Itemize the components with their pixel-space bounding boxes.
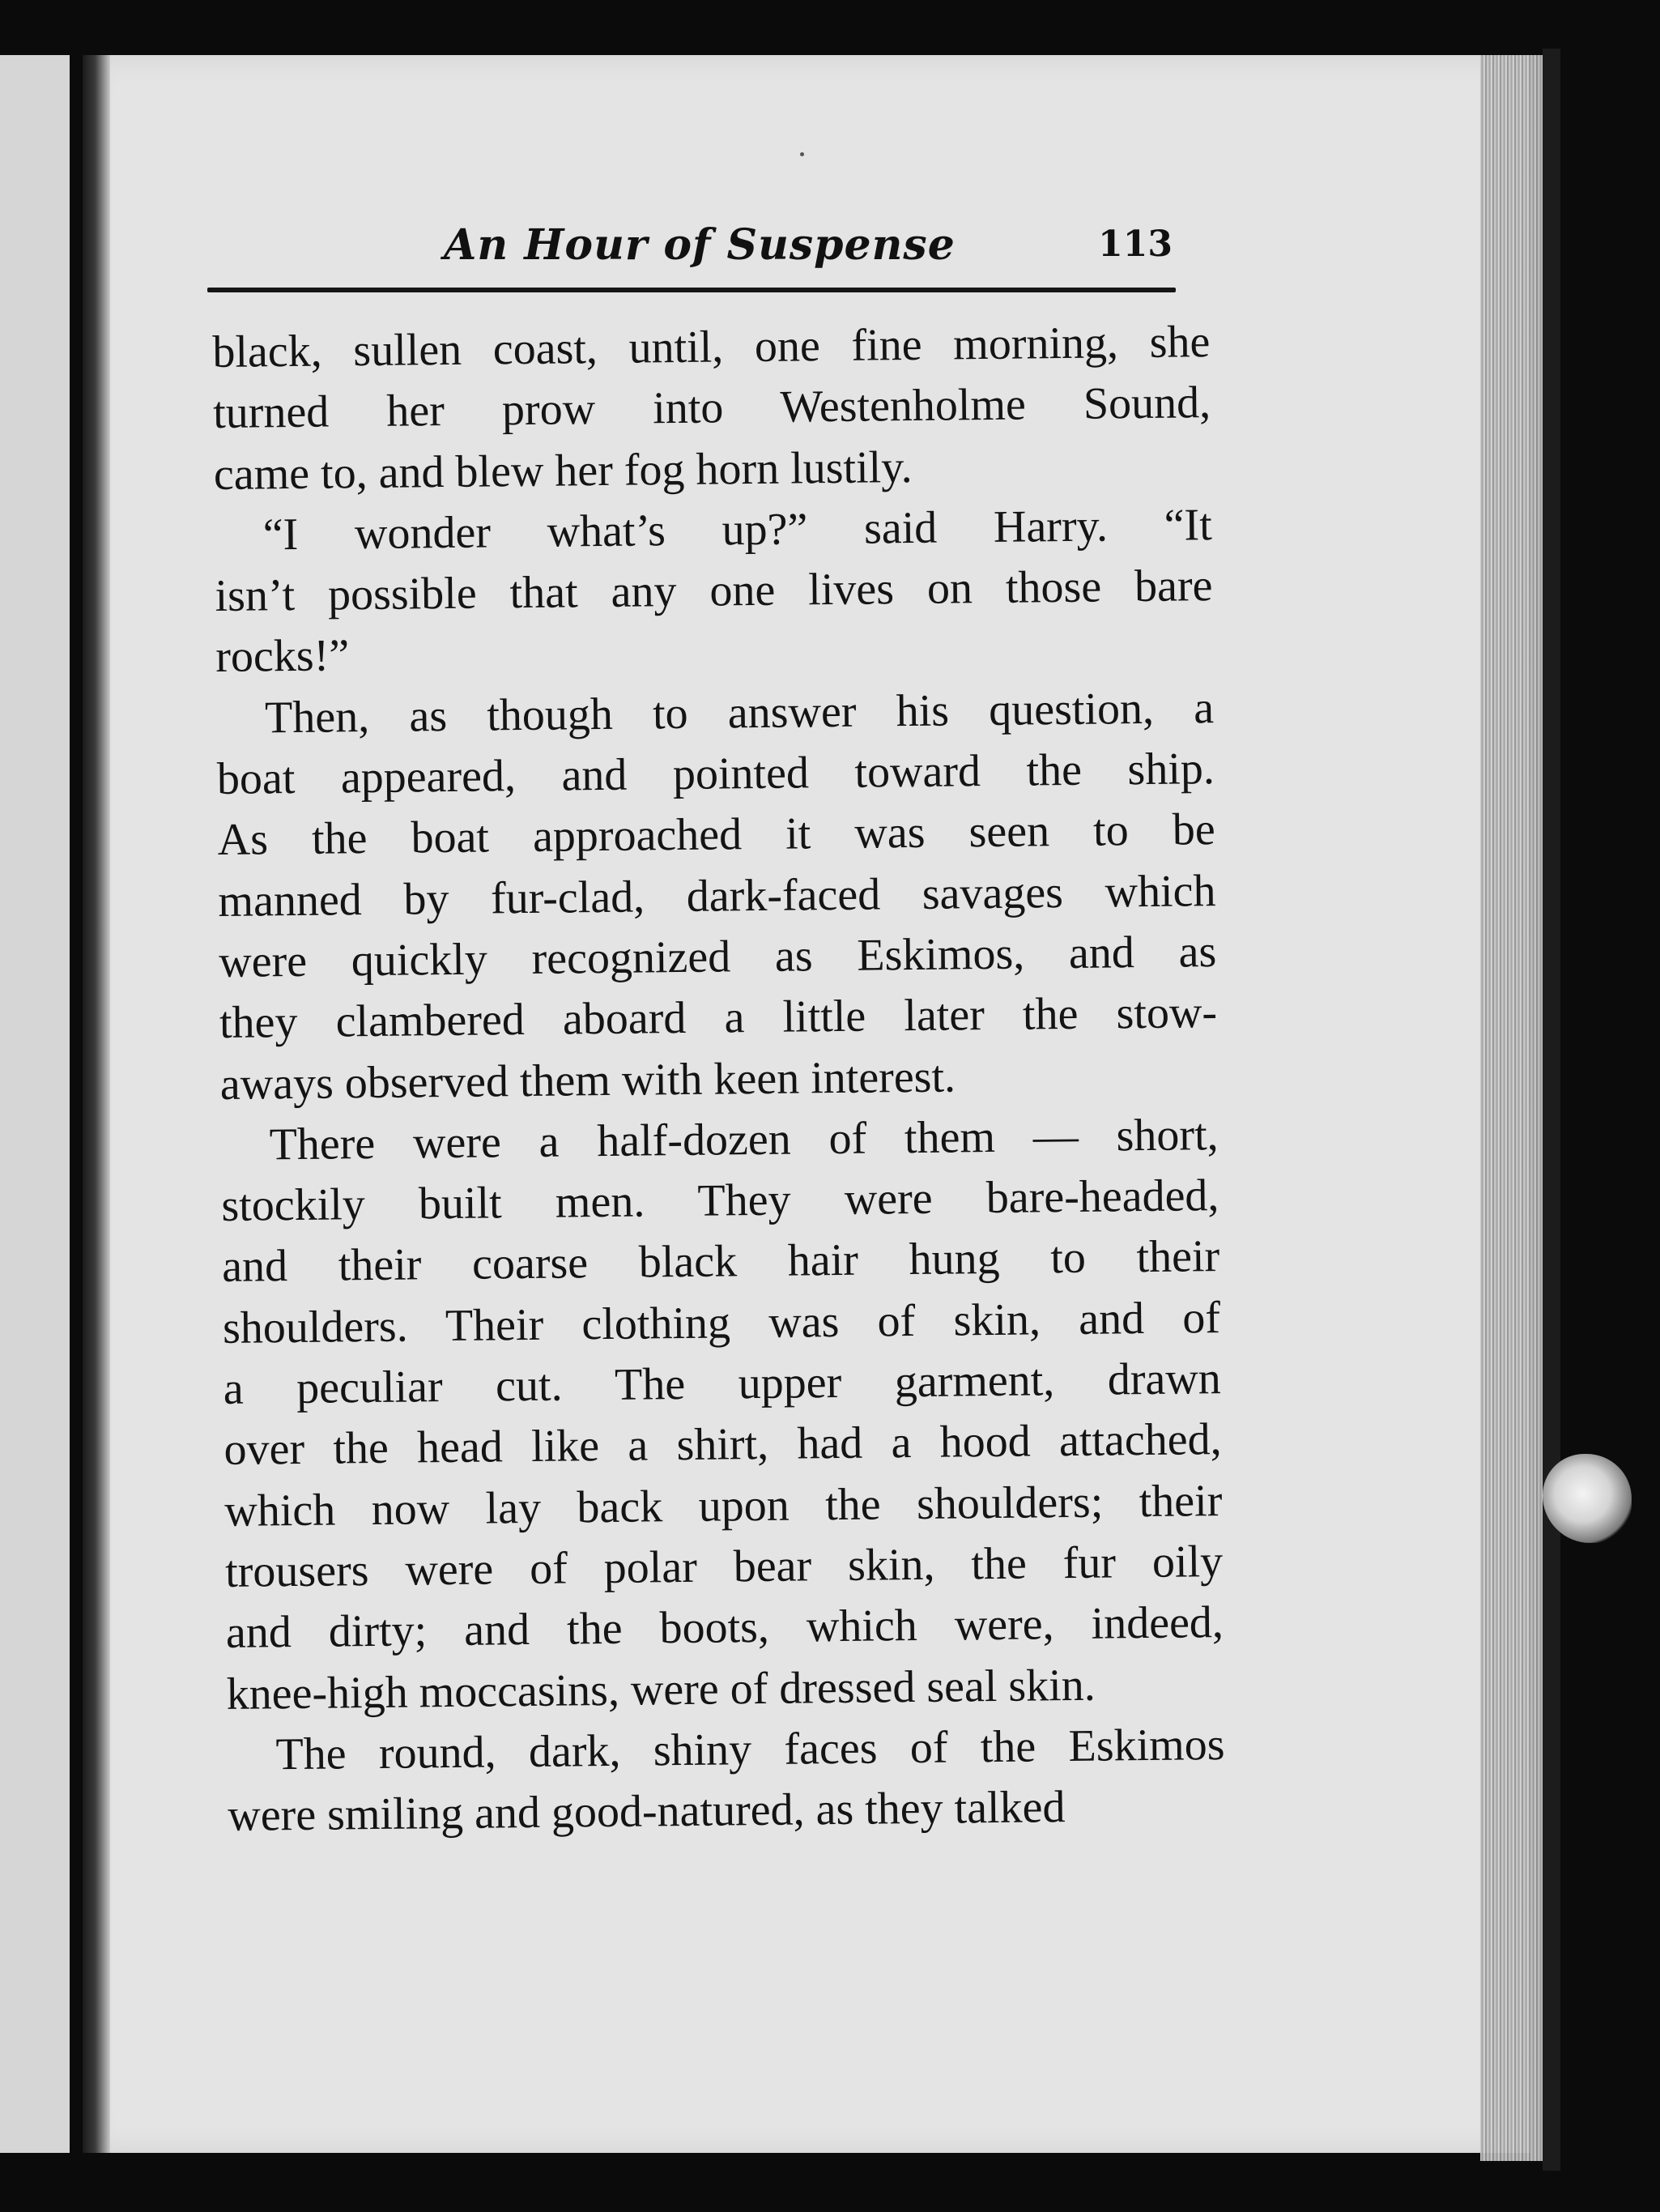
body-text — [212, 312, 1226, 1847]
paragraph — [227, 1715, 1226, 1847]
text-line: over the head like a shirt, had a hood attached, — [223, 1414, 1222, 1476]
text-line: The round, dark, shiny faces of the Eskimos — [275, 1719, 1225, 1780]
speck — [800, 152, 804, 156]
text-line: were smiling and good-natured, as they talked — [227, 1782, 1066, 1842]
cover-edge — [1543, 49, 1560, 2171]
text-line: isn’t possible that any one lives on those bare — [215, 560, 1213, 622]
text-line: trousers were of polar bear skin, the fur oily — [224, 1536, 1224, 1597]
text-line: knee-high moccasins, were of dressed seal skin. — [226, 1660, 1096, 1720]
text-line: and their coarse black hair hung to their — [221, 1231, 1220, 1293]
paragraph — [214, 495, 1213, 688]
text-line: which now lay back upon the shoulders; their — [224, 1475, 1223, 1536]
text-line: and dirty; and the boots, which were, indeed, — [225, 1597, 1224, 1659]
paragraph — [216, 678, 1218, 1115]
running-head — [209, 217, 1173, 274]
header-rule — [207, 288, 1176, 292]
text-line: manned by fur-clad, dark-faced savages which — [218, 865, 1216, 927]
text-line: As the boat approached it was seen to be — [217, 804, 1215, 866]
book-gutter — [83, 55, 110, 2153]
text-line: came to, and blew her fog horn lustily. — [213, 441, 913, 500]
running-title: An Hour of Suspense — [444, 220, 956, 270]
text-line: boat appeared, and pointed toward the ship. — [216, 744, 1215, 805]
facing-page-edge — [0, 55, 70, 2153]
text-line: rocks!” — [215, 630, 350, 683]
page-number: 113 — [1098, 224, 1173, 265]
text-line: a peculiar cut. The upper garment, drawn — [223, 1353, 1222, 1414]
paragraph — [212, 312, 1211, 505]
text-line: “I wonder what’s up?” said Harry. “It — [262, 499, 1213, 560]
text-line: were quickly recognized as Eskimos, and as — [218, 927, 1217, 987]
page-stack-edge — [1480, 55, 1547, 2161]
text-line: they clambered aboard a little later the stow- — [219, 987, 1218, 1049]
text-line: Then, as though to answer his question, a — [264, 682, 1215, 744]
text-line: stockily built men. They were bare-headed, — [221, 1170, 1219, 1232]
text-line: black, sullen coast, until, one fine morning, she — [212, 317, 1211, 377]
paragraph — [220, 1105, 1224, 1725]
text-line: shoulders. Their clothing was of skin, and of — [222, 1292, 1221, 1353]
text-line: There were a half-dozen of them — short, — [269, 1109, 1219, 1170]
text-line: turned her prow into Westenholme Sound, — [212, 377, 1211, 439]
text-line: aways observed them with keen interest. — [219, 1051, 956, 1110]
